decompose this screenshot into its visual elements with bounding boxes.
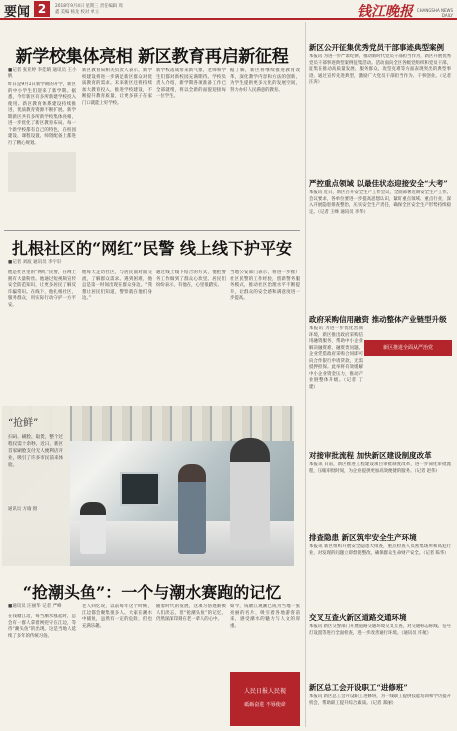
story2-byline: ■记者 刘波 通讯员 李宇轩 bbox=[8, 260, 62, 265]
photo-person bbox=[80, 502, 106, 554]
brief1-title: 新区公开征集优秀党员干部事迹典型案例 bbox=[309, 43, 444, 52]
story2-headline: 扎根社区的“网红”民警 线上线下护平安 bbox=[12, 239, 292, 258]
brief3-title: 政府采购信用融资 推动整体产业链型升级 bbox=[309, 315, 447, 324]
brief7-title: 新区总工会开设职工“进修班” bbox=[309, 683, 408, 692]
brief2-title: 严控重点领域 以最佳状态迎接安全“大考” bbox=[309, 179, 448, 188]
newspaper-logo: 钱江晚报 bbox=[357, 4, 413, 20]
story2-col2: 他每天走访社区，与居民面对面交流，了解群众需求。遇到困难，他总是第一时间出现在群众身边。“我想让居民们知道，警察就在他们身边。” bbox=[82, 270, 152, 301]
page-number: 2 bbox=[34, 1, 50, 17]
story1-col2: 新区教育局相关负责人表示，新学校建设将进一步满足新区群众对优质教育的需求。未来新区还将持续加大教育投入，推进学校建设，不断提升教育质量，让更多孩子在家门口就能上好学校。 bbox=[82, 68, 152, 106]
story3-col1: 在钱塘江边，每当潮水涨起时，总会有一群人拿着网兜守在江边，等待“潮头鱼”的出现。这是当地人延续了多年的传统习俗。 bbox=[8, 614, 76, 639]
newspaper-url: CHANGSHA NEWS DAILY bbox=[416, 8, 453, 18]
photo-person bbox=[178, 464, 206, 554]
story1-col3: 新学校落成带来新气象，老师和学生们都对新校园充满期待。学校负责人介绍，新学期各项准备工作已全部就绪，将以全新的面貌迎接每一位学生。 bbox=[156, 68, 226, 99]
masthead bbox=[0, 0, 457, 20]
story1-col1: 昨日是9月1日新学期的开学，新区的中小学生们迎来了新学期。据悉，今年新区有多所新建学校投入使用。新区教育体系建设持续推进，优质教育资源不断扩展。新学期新区共有多所新学校集体亮相，进一步优化了新区教育布局。每一个新学校都有自己的特色，在校园建设、课程设置、师资配备上都进行了精心规划。 bbox=[8, 82, 76, 146]
brief6-title: 交叉互查火新区道路交通环境 bbox=[309, 613, 407, 622]
divider bbox=[4, 230, 300, 231]
story3-headline: “抢潮头鱼”：一个与潮水赛跑的记忆 bbox=[22, 583, 282, 602]
story1-byline: ■记者 张亚婷 李佳晴 通讯员 王小帆 bbox=[8, 68, 77, 79]
photo-kiosk-screen bbox=[120, 472, 160, 506]
main-column bbox=[4, 22, 300, 727]
brief1-body: 本报讯 为进一步严肃纪律，推动新时代党员干部担当作为，新区开展优秀党员干部事迹典型案例征集活动。活动面向全区各级党组织和党员干部，征集在推动高质量发展、服务群众、攻坚克难等方面表现突出的典型事迹，通过宣传先进典型，激励广大党员干部担当作为、干事创业。（记者 汪涛） bbox=[309, 54, 451, 85]
brief4-title: 对接审批流程 加快新区建设制度改革 bbox=[309, 451, 432, 460]
photo-credit: 通讯员 方瑜 摄 bbox=[8, 507, 38, 512]
brief5-title: 排查隐患 新区筑牢安全生产环境 bbox=[309, 533, 417, 542]
photo-caption-box bbox=[2, 406, 70, 566]
section-title: 要闻 bbox=[4, 5, 31, 20]
brief4-body: 本报讯 日前，新区推进工程建设项目审批制度改革，进一步简化审批流程，压缩审批时间，为企业提供更加高效便捷的服务。（记者 赵伟） bbox=[309, 462, 451, 474]
story3-byline: ■通讯员 汪丽华 记者 严峰 bbox=[8, 604, 62, 609]
brief6-body: 本报讯 新区交警部门开展道路交通环境交叉互查，对交通标志标线、信号灯设置等进行全面检查，进一步改善通行环境。（通讯员 许航） bbox=[309, 624, 451, 636]
story1-headline: 新学校集体亮相 新区教育再启新征程 bbox=[15, 47, 289, 67]
story3-col2: 老人回忆说，以前每年这个时候，江边都会聚集很多人。大家在潮水中捕鱼，虽然有一定的危险，但也充满乐趣。 bbox=[82, 604, 152, 629]
story2-col1: 他是社区里的“网红”民警，在网上拥有大量粉丝。他通过短视频宣传安全防范知识，让更多居民了解反诈骗常识。在线下，他扎根社区，服务群众，用实际行动守护一方平安。 bbox=[8, 270, 76, 308]
right-column bbox=[305, 22, 453, 727]
photo-caption-body: 扫码、刷脸、取货，整个过程仅需十余秒。近日，新区首家刷脸支付无人便利店开业，吸引了许多市民前来体验。 bbox=[8, 435, 64, 468]
promo-box bbox=[230, 672, 300, 726]
photo-person bbox=[230, 438, 270, 548]
story3-col3: 随着时代的发展，这项习俗逐渐被人们淡忘，但“抢潮头鱼”的记忆，仍然深深印刻在老一辈人的心中。 bbox=[156, 604, 226, 622]
brief2-body: 本报讯 近日，新区召开安全生产工作会议，全面部署近期安全生产工作。会议要求，各单位要进一步提高思想认识，紧盯重点领域、重点行业，深入开展隐患排查整治，压实安全生产责任，确保全区安全生产形势持续稳定。（记者 王峰 通讯员 李华） bbox=[309, 190, 451, 215]
promo-line2: 砥砺奋进 不辱使命 bbox=[244, 702, 286, 708]
story1-col4: 据了解，新区将继续推进教育改革，深化教学内容和方法的创新，为学生提供更多元化的发展空间，努力办好人民满意的教育。 bbox=[230, 68, 300, 93]
story1-sidebar-box bbox=[8, 152, 76, 192]
photo-caption-title: “抢鲜” bbox=[8, 418, 39, 429]
issue-meta: 2018年9月4日 星期三 责任编辑 周鑫 美编 杨龙 校对 单立 bbox=[55, 4, 123, 15]
story3-col4: 如今，钱塘江观潮已成为当地一张亮丽的名片，吸引着各地游客前来，感受潮水的魅力与人文的厚重。 bbox=[230, 604, 300, 629]
feature-stamp: 新区推进全面从严治党 bbox=[364, 340, 452, 356]
brief7-body: 本报讯 新区总工会开设职工进修班，为一线职工提供技能培训和学历提升机会，帮助职工提升综合素质。（记者 郑丽） bbox=[309, 694, 451, 706]
brief5-body: 本报讯 新区组织开展安全隐患大排查，重点检查人员密集场所和高危行业，对发现的问题立即督促整改，确保群众生命财产安全。（记者 陈华） bbox=[309, 544, 451, 556]
story2-col3: 通过线上线下结合的方式，他把警务工作做到了群众心坎里。居民们纷纷表示，有他在，心里很踏实。 bbox=[156, 270, 226, 288]
story2-col4: 当地公安部门表示，将进一步推广社区民警的工作经验，创新警务服务模式，推动社区治理水平不断提升，让群众的安全感和满意度进一步提高。 bbox=[230, 270, 300, 301]
brief3-body: 本报讯 为进一步优化营商环境，新区推出政府采购信用融资服务，帮助中小企业解决融资难、融资贵问题。企业凭借政府采购合同即可向合作银行申请贷款，无需抵押担保。此举将有效缓解中小企业资金压力，推动产业链整体升级。（记者 丁建） bbox=[309, 326, 363, 390]
promo-line1: 人民日报人民视 bbox=[243, 688, 286, 695]
